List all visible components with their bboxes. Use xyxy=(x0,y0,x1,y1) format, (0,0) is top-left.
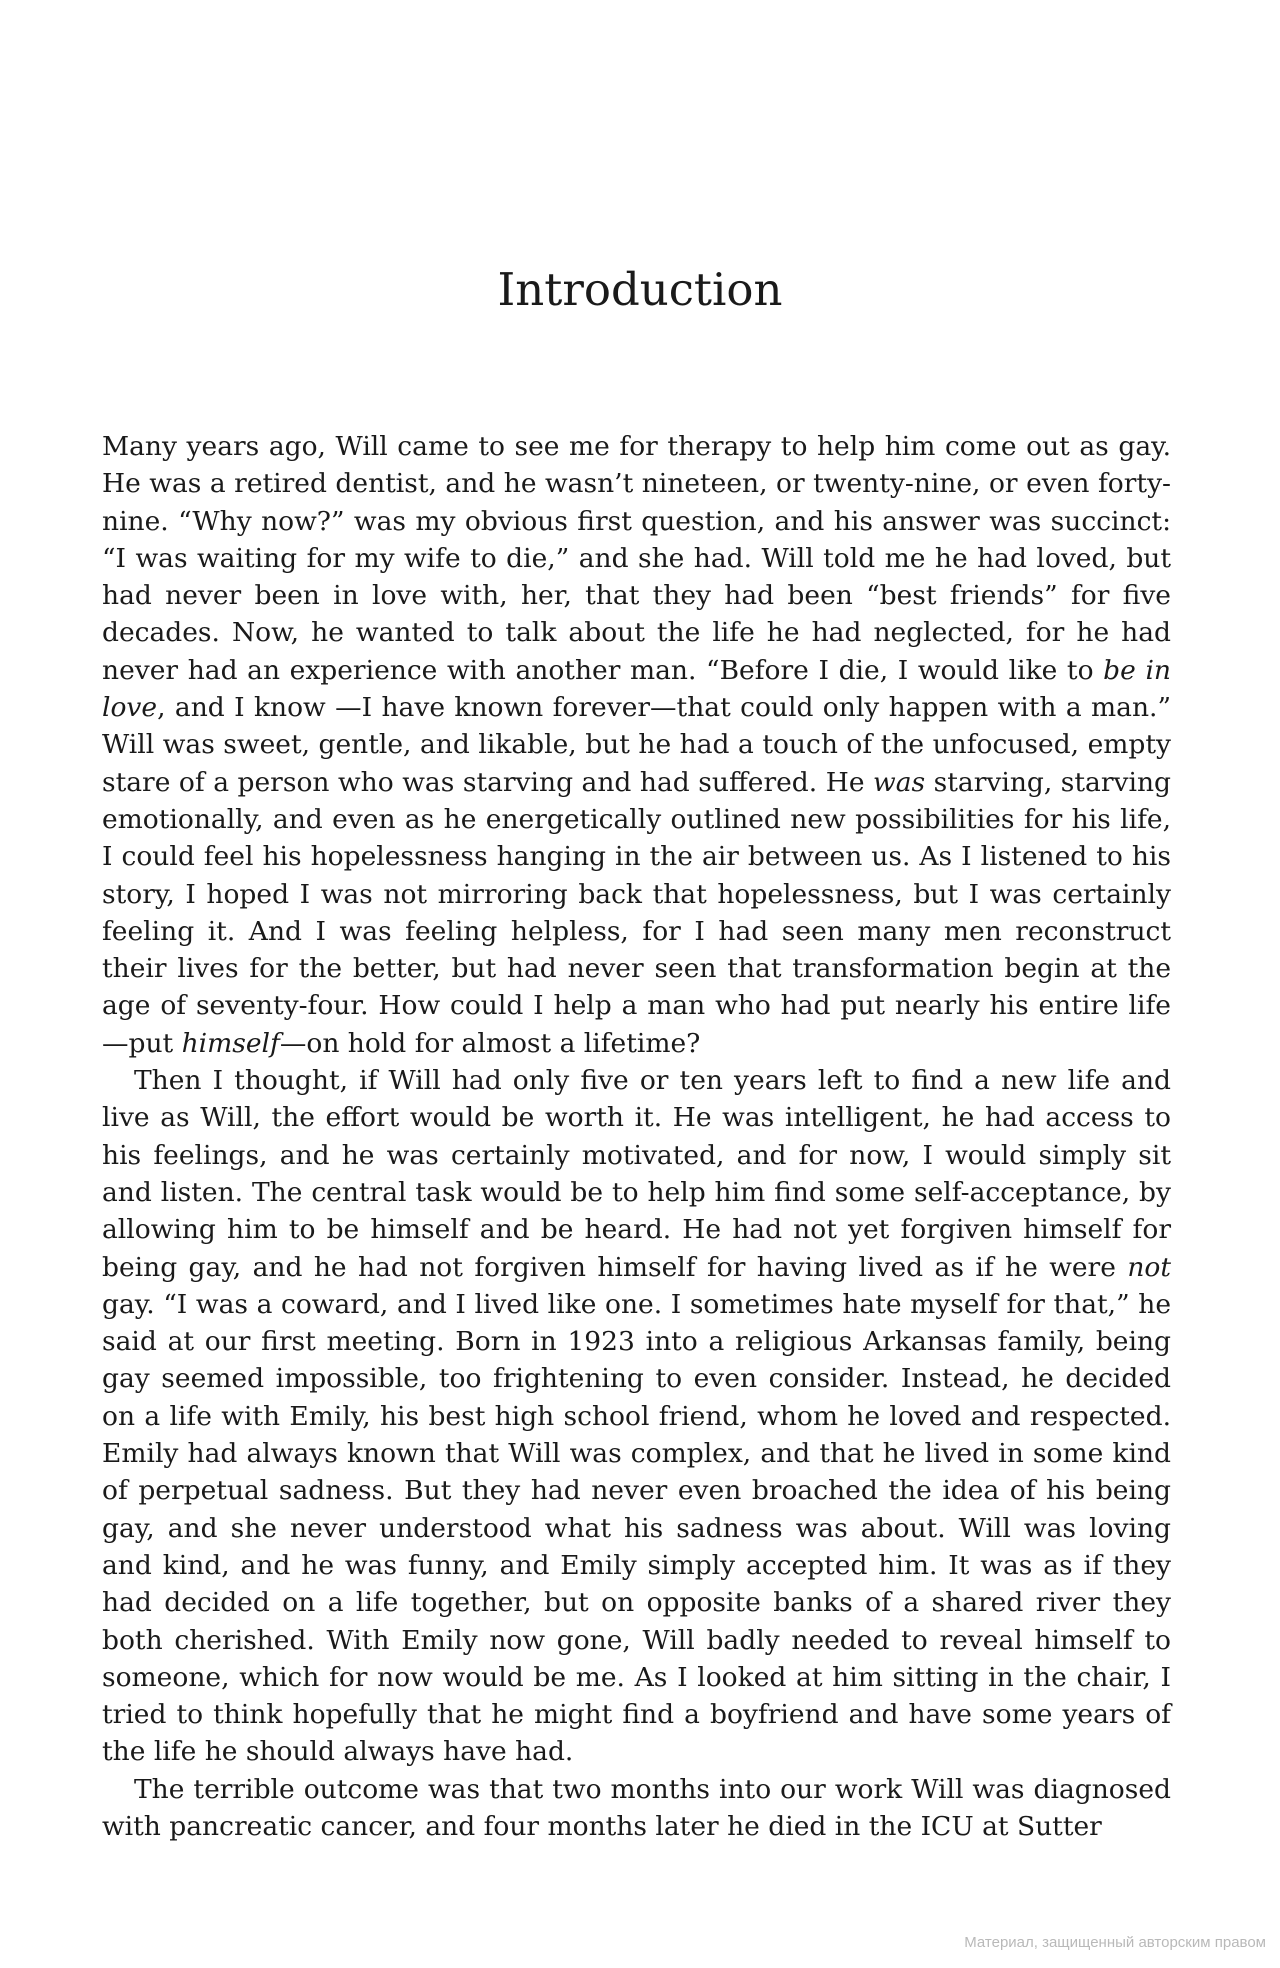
paragraph-1-italic-himself: himself xyxy=(181,1027,280,1059)
paragraph-1-text-4: —on hold for almost a lifetime? xyxy=(279,1027,701,1059)
copyright-watermark: Материал, защищенный авторским правом xyxy=(964,1934,1266,1951)
paragraph-1-text-3: starving, starving emotionally, and even as he energetically outlined new possibilities for his life, I could feel his hopelessness hanging in the air between us. As I listened to his story, I hoped I was not mirroring back that hopelessness, but I was certainly feeling it. And I was feeling helpless, for I had seen many men reconstruct their lives for the better, but had never seen that transformation begin at the age of seventy-four. How could I help a man who had put nearly his entire life—put xyxy=(102,766,1172,1059)
paragraph-3-text-1: The terrible outcome was that two months into our work Will was diagnosed with pancreatic cancer, and four months later he died in the ICU at Sutter xyxy=(102,1773,1171,1842)
paragraph-2-italic-not: not xyxy=(1127,1251,1171,1283)
paragraph-2-text-2: gay. “I was a coward, and I lived like one. I sometimes hate myself for that,” he said at our first meeting. Born in 1923 into a religious Arkansas family, being gay seemed impossible, too frightening to even consider. Instead, he decided on a life with Emily, his best high school friend, whom he loved and respected. Emily had always known that Will was complex, and that he lived in some kind of perpetual sadness. But they had never even broached the idea of his being gay, and she never understood what his sadness was about. Will was loving and kind, and he was funny, and Emily simply accepted him. It was as if they had decided on a life together, but on opposite banks of a shared river they both cherished. With Emily now gone, Will badly needed to reveal himself to someone, which for now would be me. As I looked at him sitting in the chair, I tried to think hopefully that he might find a boyfriend and have some years of the life he should always have had. xyxy=(102,1288,1171,1768)
paragraph-1-text-2: , and I know —I have known forever—that could only happen with a man.” Will was sweet, gentle, and likable, but he had a touch of the unfocused, empty stare of a person who was starving and had suffered. He xyxy=(102,692,1171,798)
body-text xyxy=(102,428,1171,1845)
chapter-title: Introduction xyxy=(497,263,783,316)
paragraph-1 xyxy=(102,428,1171,1062)
paragraph-2-text-1: Then I thought, if Will had only five or ten years left to find a new life and live as Will, the effort would be worth it. He was intelligent, he had access to his feelings, and he was certainly motivated, and for now, I would simply sit and listen. The central task would be to help him find some self-acceptance, by allowing him to be himself and be heard. He had not yet forgiven himself for being gay, and he had not forgiven himself for having lived as if he were xyxy=(102,1065,1171,1283)
paragraph-1-italic-was: was xyxy=(873,766,926,798)
paragraph-3 xyxy=(102,1771,1171,1846)
paragraph-2 xyxy=(102,1062,1171,1771)
paragraph-1-italic-be-in-love: be in love xyxy=(102,654,1171,724)
paragraph-1-text-1: Many years ago, Will came to see me for therapy to help him come out as gay. He was a retired dentist, and he wasn’t nineteen, or twenty-nine, or even forty-nine. “Why now?” was my obvious first question, and his answer was succinct: “I was waiting for my wife to die,” and she had. Will told me he had loved, but had never been in love with, her, that they had been “best friends” for five decades. Now, he wanted to talk about the life he had neglected, for he had never had an experience with another man. “Before I die, I would like to xyxy=(102,431,1171,686)
